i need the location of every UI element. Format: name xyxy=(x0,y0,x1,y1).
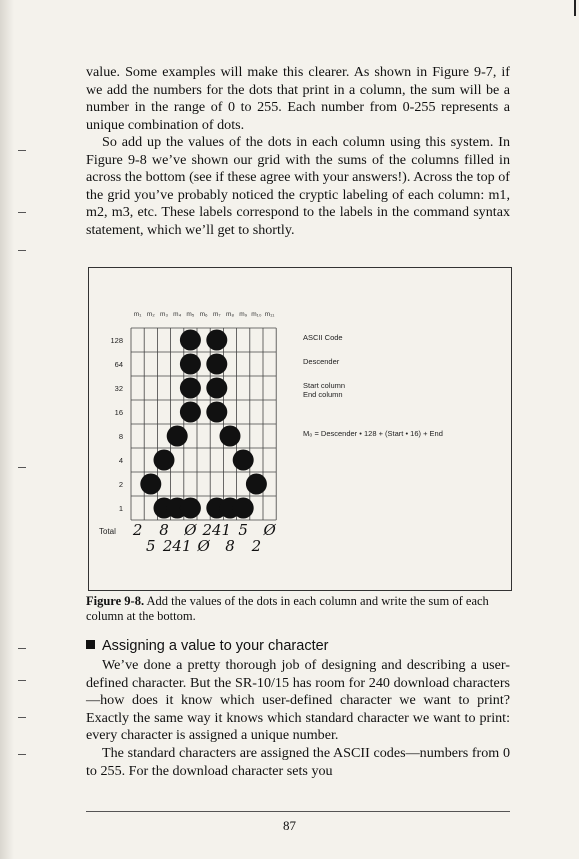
row-value-label: 32 xyxy=(114,384,123,393)
printed-dot xyxy=(167,426,188,447)
column-label: m₅ xyxy=(186,311,195,318)
legend-text: ASCII Code xyxy=(303,333,343,342)
total-label: Total xyxy=(99,527,116,536)
column-total: 8 xyxy=(159,521,169,539)
edge-mark xyxy=(18,250,26,251)
column-total: Ø xyxy=(197,537,210,555)
column-label: m₆ xyxy=(199,311,208,318)
page-corner-mark xyxy=(574,0,576,16)
legend-text: End column xyxy=(303,390,343,399)
legend-text: Descender xyxy=(303,357,340,366)
column-total: 8 xyxy=(225,537,235,555)
figure-caption-label: Figure 9-8. xyxy=(86,594,145,608)
printed-dot xyxy=(233,450,254,471)
edge-mark xyxy=(18,648,26,649)
column-total: 5 xyxy=(146,537,156,555)
edge-mark xyxy=(18,212,26,213)
column-label: m₉ xyxy=(239,311,248,318)
column-total: 5 xyxy=(238,521,248,539)
printed-dot xyxy=(180,402,201,423)
edge-mark xyxy=(18,467,26,468)
column-total: Ø xyxy=(184,521,197,539)
legend-text: Start column xyxy=(303,381,346,390)
edge-mark xyxy=(18,680,26,681)
section-heading xyxy=(86,638,329,655)
row-value-label: 128 xyxy=(110,336,123,345)
column-total: 2 xyxy=(251,537,262,555)
printed-dot xyxy=(206,330,227,351)
square-bullet-icon xyxy=(86,640,95,649)
footer-rule xyxy=(86,811,510,812)
column-total: 2 xyxy=(132,521,143,539)
figure-9-8 xyxy=(88,267,512,591)
body-paragraph-2: So add up the values of the dots in each column using this system. In Figure 9-8 we’ve shown our grid with the sums of the columns filled in across the bottom (see if these agree with your answers!). Across the top of the grid you’ve probably noticed the cryptic labeling of each column: m1, m2, m3, etc. These labels correspond to the labels in the command syntax statement, which we’ll get to shortly. xyxy=(86,134,510,238)
column-label: m₈ xyxy=(225,311,235,318)
row-value-label: 16 xyxy=(114,408,123,417)
printed-dot xyxy=(206,354,227,375)
column-label: m₁ xyxy=(133,311,142,318)
printed-dot xyxy=(246,474,267,495)
printed-dot xyxy=(206,402,227,423)
edge-mark xyxy=(18,754,26,755)
column-total: Ø xyxy=(263,521,276,539)
dot-grid-figure xyxy=(89,268,511,590)
column-label: m₁₀ xyxy=(251,311,262,318)
printed-dot xyxy=(154,450,175,471)
legend-text: M₀ = Descender • 128 + (Start • 16) + End xyxy=(303,429,443,438)
row-value-label: 4 xyxy=(118,456,123,465)
page-binding-edge xyxy=(0,0,14,859)
printed-dot xyxy=(140,474,161,495)
column-label: m₂ xyxy=(146,311,155,318)
column-total: 241 xyxy=(202,521,232,539)
printed-dot xyxy=(180,378,201,399)
figure-caption-text: Add the values of the dots in each column and write the sum of each column at the bottom. xyxy=(86,594,489,623)
body-paragraph-4: The standard characters are assigned the ASCII codes—numbers from 0 to 255. For the download character sets you xyxy=(86,745,510,779)
column-label: m₃ xyxy=(159,311,169,318)
edge-mark xyxy=(18,150,26,151)
printed-dot xyxy=(233,498,254,519)
printed-dot xyxy=(180,330,201,351)
page-number: 87 xyxy=(283,818,296,833)
column-label: m₇ xyxy=(212,311,221,318)
printed-dot xyxy=(180,354,201,375)
row-value-label: 2 xyxy=(118,480,123,489)
body-paragraph-1: value. Some examples will make this clearer. As shown in Figure 9-7, if we add the numbers for the dots that print in a column, the sum will be a number in the range of 0 to 255. Each number from 0-255 represents a unique combination of dots. xyxy=(86,64,510,133)
section-heading-text: Assigning a value to your character xyxy=(102,638,329,654)
column-label: m₁₁ xyxy=(264,311,275,318)
edge-mark xyxy=(18,717,26,718)
printed-dot xyxy=(180,498,201,519)
column-total: 241 xyxy=(162,537,192,555)
row-value-label: 8 xyxy=(118,432,123,441)
row-value-label: 1 xyxy=(118,504,123,513)
figure-caption xyxy=(86,594,510,624)
column-label: m₄ xyxy=(173,311,182,318)
printed-dot xyxy=(206,378,227,399)
row-value-label: 64 xyxy=(114,360,123,369)
printed-dot xyxy=(220,426,241,447)
body-paragraph-3: We’ve done a pretty thorough job of designing and describing a user-defined character. But the SR-10/15 has room for 240 download characters—how does it know which user-defined character we want to print? Exactly the same way it knows which standard character we want to print: every character is assigned a unique number. xyxy=(86,657,510,744)
